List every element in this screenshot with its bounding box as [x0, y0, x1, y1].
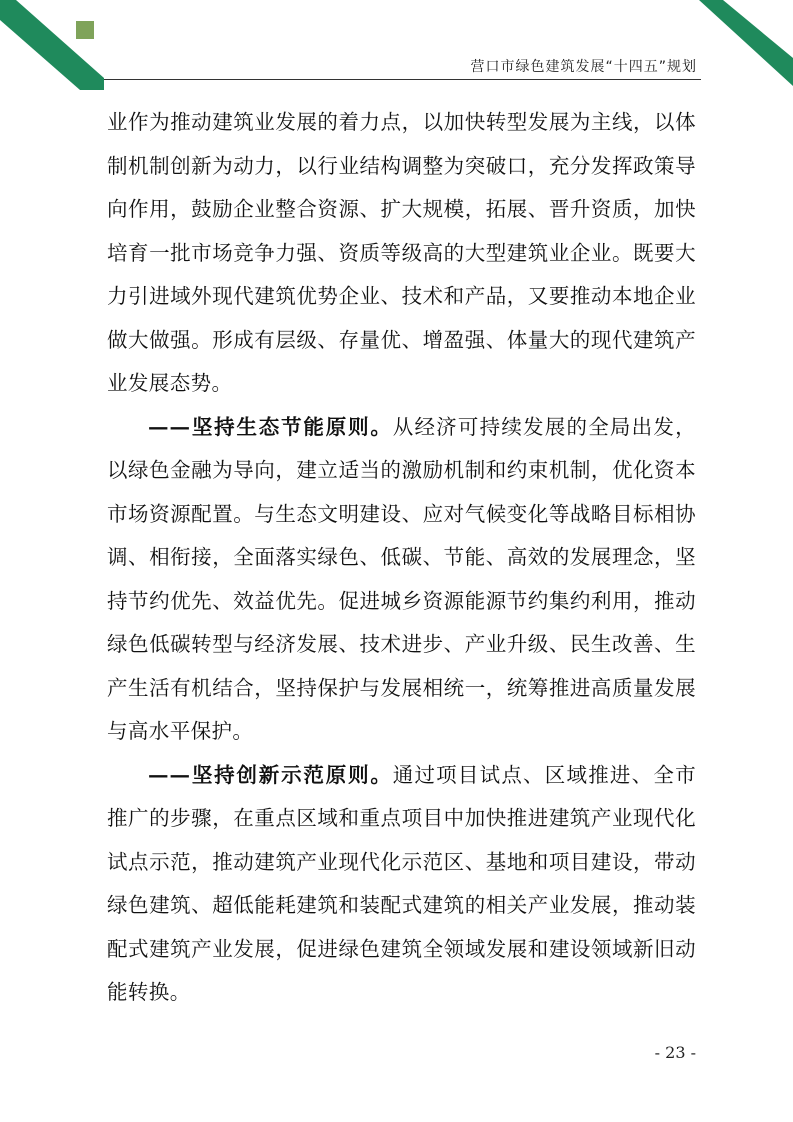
corner-decoration-right: [693, 0, 793, 90]
paragraph-2: [107, 406, 696, 754]
header-divider: [104, 79, 701, 80]
paragraph-3: [107, 754, 696, 1015]
paragraph-3-text: 通过项目试点、区域推进、全市推广的步骤，在重点区域和重点项目中加快推进建筑产业现代化试点示范，推动建筑产业现代化示范区、基地和项目建设，带动绿色建筑、超低能耗建筑和装配式建筑的相关产业发展，推动装配式建筑产业发展，促进绿色建筑全领域发展和建设领域新旧动能转换。: [107, 762, 696, 1004]
header-title: 营口市绿色建筑发展“十四五”规划: [470, 59, 697, 75]
corner-decoration-left: [0, 0, 110, 90]
paragraph-1: 业作为推动建筑业发展的着力点，以加快转型发展为主线，以体制机制创新为动力，以行业结构调整为突破口，充分发挥政策导向作用，鼓励企业整合资源、扩大规模，拓展、晋升资质，加快培育一批市场竞争力强、资质等级高的大型建筑业企业。既要大力引进域外现代建筑优势企业、技术和产品，又要推动本地企业做大做强。形成有层级、存量优、增盈强、体量大的现代建筑产业发展态势。: [107, 110, 696, 395]
paragraph-2-text: 从经济可持续发展的全局出发，以绿色金融为导向，建立适当的激励机制和约束机制，优化资本市场资源配置。与生态文明建设、应对气候变化等战略目标相协调、相衔接，全面落实绿色、低碳、节能、高效的发展理念，坚持节约优先、效益优先。促进城乡资源能源节约集约利用，推动绿色低碳转型与经济发展、技术进步、产业升级、民生改善、生产生活有机结合，坚持保护与发展相统一，统筹推进高质量发展与高水平保护。: [107, 414, 696, 743]
paragraph-3-heading: ——坚持创新示范原则。: [148, 762, 393, 787]
document-body: [107, 101, 696, 1015]
green-square-marker: [76, 21, 94, 39]
page-number: - 23 -: [654, 1043, 696, 1062]
paragraph-2-heading: ——坚持生态节能原则。: [148, 414, 393, 439]
